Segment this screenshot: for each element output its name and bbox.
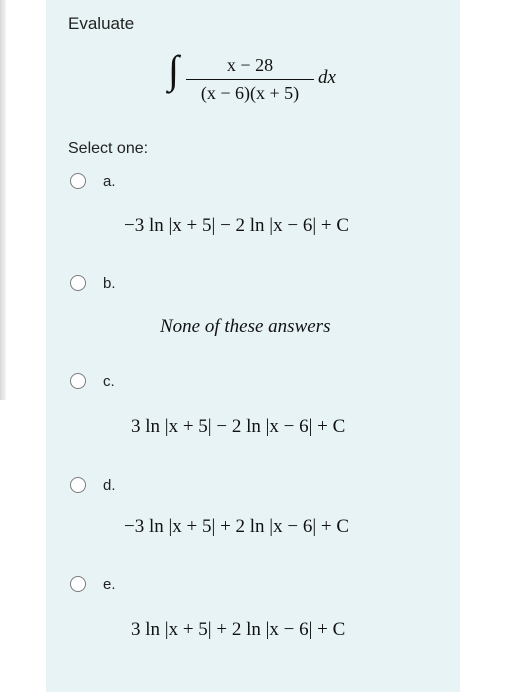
option-a-letter: a. <box>103 173 116 190</box>
option-c[interactable] <box>68 372 448 392</box>
option-b[interactable] <box>68 274 448 294</box>
option-e[interactable] <box>68 575 448 595</box>
option-c-letter: c. <box>103 373 115 390</box>
option-e-radio[interactable] <box>70 576 86 592</box>
option-d-answer: −3 ln |x + 5| + 2 ln |x − 6| + C <box>124 516 350 537</box>
integral-sign: ∫ <box>168 47 179 92</box>
question-panel <box>46 0 460 692</box>
integrand-fraction <box>186 54 314 104</box>
option-b-letter: b. <box>103 275 116 292</box>
option-d-letter: d. <box>103 477 116 494</box>
select-one-label: Select one: <box>68 140 149 157</box>
integrand-numerator: x − 28 <box>226 55 274 75</box>
option-b-radio[interactable] <box>70 275 86 291</box>
option-b-answer: None of these answers <box>160 316 331 337</box>
option-c-answer: 3 ln |x + 5| − 2 ln |x − 6| + C <box>131 416 346 437</box>
page-edge-rule <box>0 0 6 400</box>
integrand-denominator: (x − 6)(x + 5) <box>200 83 300 103</box>
option-a-answer: −3 ln |x + 5| − 2 ln |x − 6| + C <box>124 215 350 236</box>
option-e-letter: e. <box>103 576 116 593</box>
option-c-radio[interactable] <box>70 373 86 389</box>
option-a-radio[interactable] <box>70 173 86 189</box>
option-d-radio[interactable] <box>70 477 86 493</box>
option-a[interactable] <box>68 172 448 192</box>
integral-differential: dx <box>318 67 336 88</box>
question-prompt: Evaluate <box>68 14 135 33</box>
integral-expression <box>168 47 368 114</box>
option-d[interactable] <box>68 476 448 496</box>
fraction-bar <box>186 79 314 80</box>
option-e-answer: 3 ln |x + 5| + 2 ln |x − 6| + C <box>131 619 346 640</box>
